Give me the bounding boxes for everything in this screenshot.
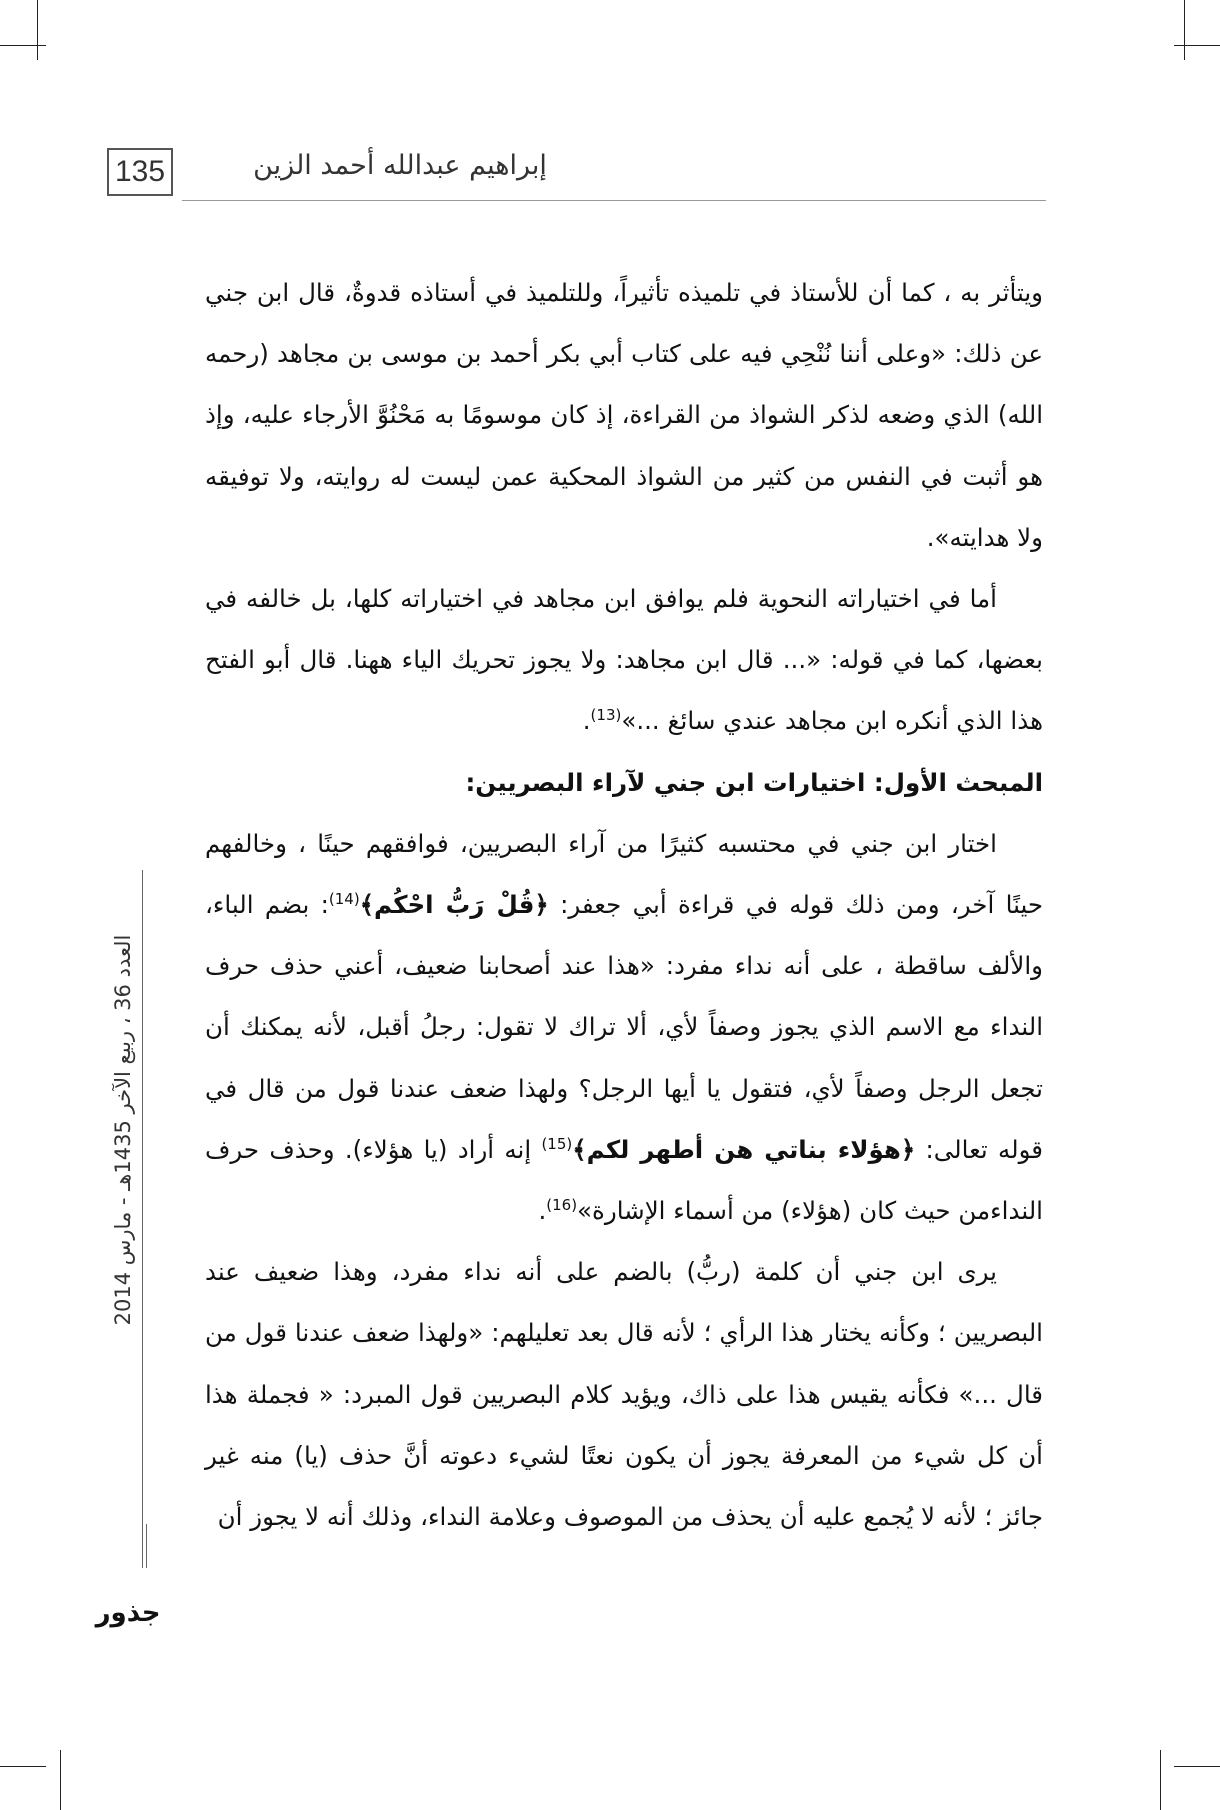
crop-mark [0,45,46,46]
page-number: 135 [107,148,173,196]
paragraph: أما في اختياراته النحوية فلم يوافق ابن مجاهد في اختياراته كلها، بل خالفه في بعضها، كما في قوله: «... قال ابن مجاهد: ولا يجوز تحريك الياء ههنا. قال أبو الفتح هذا الذي أنكره ابن مجاهد عندي سائغ ...»$^{(13)}$. [205,584,1043,736]
footnote-ref: (16) [546,1195,578,1214]
crop-mark [1184,0,1185,60]
article-body [205,262,1043,1547]
running-header-author: إبراهيم عبدالله أحمد الزين [253,150,547,181]
paragraph: اختار ابن جني في محتسبه كثيرًا من آراء البصريين، فوافقهم حينًا ، وخالفهم حينًا آخر، ومن ذلك قوله في قراءة أبي جعفر: ﴿قُلْ رَبُّ احْكُم﴾$^{(14)}$: بضم الباء، والألف ساقطة ، على أنه نداء مفرد: «هذا عند أصحابنا ضعيف، أعني حذف حرف النداء مع الاسم الذي يجوز وصفاً لأي، ألا تراك لا تقول: رجلُ أقبل، لأنه يمكنك أن تجعل الرجل وصفاً لأي، فتقول يا أيها الرجل؟ ولهذا ضعف عندنا قول من قال في قوله تعالى: ﴿هؤلاء بناتي هن أطهر لكم﴾$^{(15)}$ إنه أراد (يا هؤلاء). وحذف حرف النداءمن حيث كان (هؤلاء) من أسماء الإشارة»$^{(16)}$. [205,828,1044,1226]
footnote-ref: (13) [590,706,622,725]
footnote-ref: (14) [328,889,360,908]
crop-mark [1174,1766,1220,1767]
section-heading: المبحث الأول: اختيارات ابن جني لآراء البصريين: [465,767,1043,797]
crop-mark [37,0,38,60]
journal-logo: جذور [95,1598,161,1628]
issue-info: العدد 36 ، ربيع الآخر 1435هـ - مارس 2014 [111,934,135,1326]
header-rule [182,200,1046,201]
crop-mark [60,1750,61,1810]
crop-mark [0,1766,46,1767]
sidebar-rule [146,1524,147,1568]
paragraph: ويتأثر به ، كما أن للأستاذ في تلميذه تأثيراً، وللتلميذ في أستاذه قدوةٌ، قال ابن جني عن ذلك: «وعلى أننا نُنْحِي فيه على كتاب أبي بكر أحمد بن موسى بن مجاهد (رحمه الله) الذي وضعه لذكر الشواذ من القراءة، إذ كان موسومًا به مَحْنُوَّ الأرجاء عليه، وإذ هو أثبت في النفس من كثير من الشواذ المحكية عمن ليست له روايته، ولا توفيقه ولا هدايته». [205,278,1043,552]
crop-mark [1160,1750,1161,1810]
quran-quote: ﴿هؤلاء بناتي هن أطهر لكم﴾ [572,1134,916,1164]
sidebar-rule [142,870,143,1568]
paragraph: يرى ابن جني أن كلمة (ربُّ) بالضم على أنه نداء مفرد، وهذا ضعيف عند البصريين ؛ وكأنه يختار هذا الرأي ؛ لأنه قال بعد تعليلهم: «ولهذا ضعف عندنا قول من قال ...» فكأنه يقيس هذا على ذاك، ويؤيد كلام البصريين قول المبرد: « فجملة هذا أن كل شيء من المعرفة يجوز أن يكون نعتًا لشيء دعوته أنَّ حذف (يا) منه غير جائز ؛ لأنه لا يُجمع عليه أن يحذف من الموصوف وعلامة النداء، وذلك أنه لا يجوز أن [205,1257,1043,1532]
crop-mark [1174,45,1220,46]
quran-quote: ﴿قُلْ رَبُّ احْكُم﴾ [359,890,549,920]
footnote-ref: (15) [541,1134,573,1153]
